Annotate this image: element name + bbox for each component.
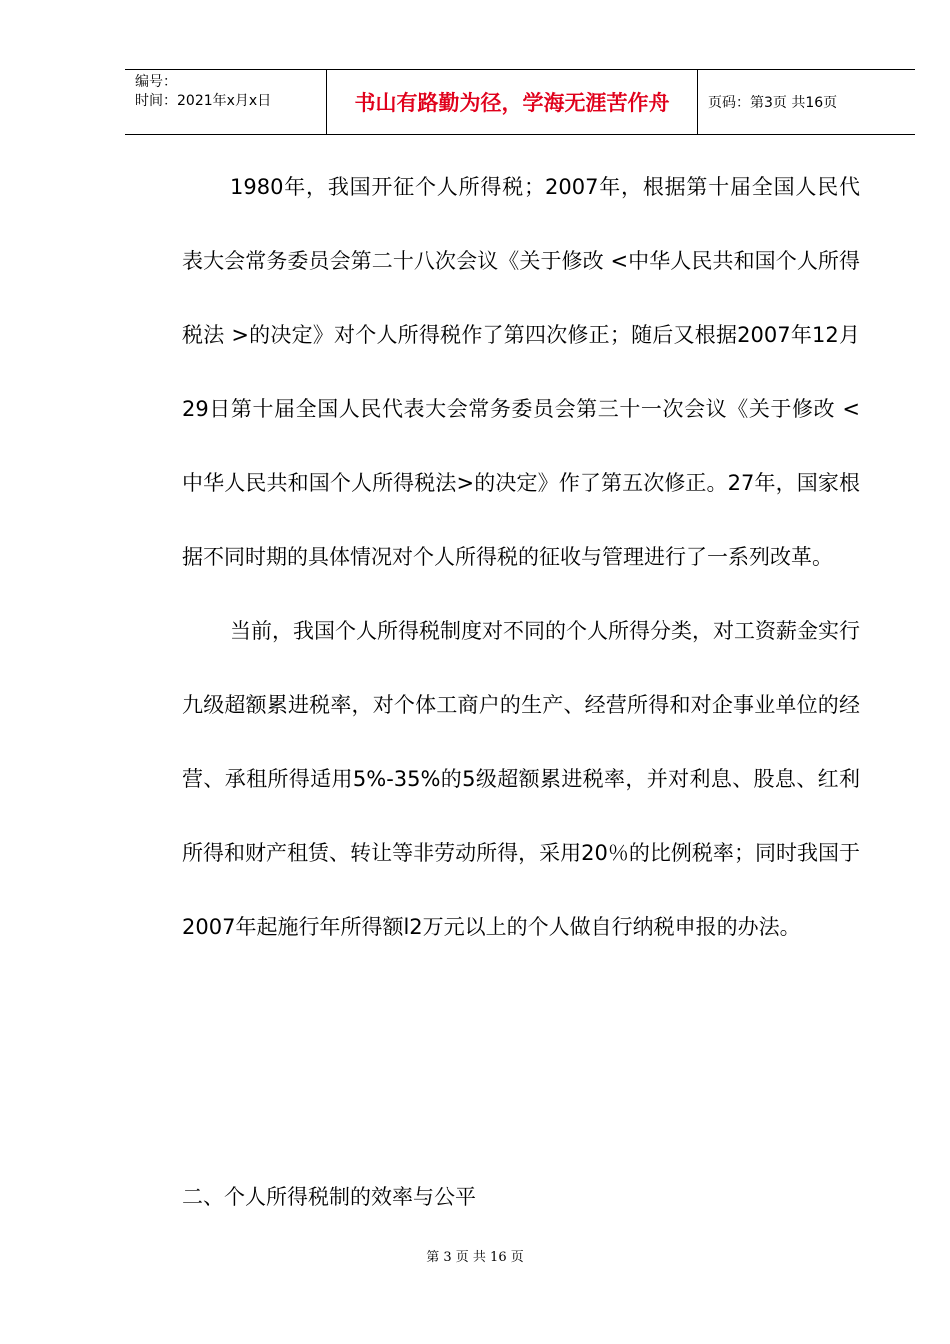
header-meta <box>125 70 326 134</box>
header-motto: 书山有路勤为径，学海无涯苦作舟 <box>326 70 698 134</box>
page-footer: 第 3 页 共 16 页 <box>426 1250 524 1265</box>
paragraph-2: 当前，我国个人所得税制度对不同的个人所得分类，对工资薪金实行九级超额累进税率，对个体工商户的生产、经营所得和对企事业单位的经营、承租所得适用5%-35%的5级超额累进税率，并对利息、股息、红利所得和财产租赁、转让等非劳动所得，采用20％的比例税率；同时我国于2007年起施行年所得额l2万元以上的个人做自行纳税申报的办法。 <box>182 619 860 939</box>
time-label: 时间：2021年x月x日 <box>135 93 272 109</box>
header-page-info: 页码：第3页 共16页 <box>708 95 838 111</box>
page-header <box>125 69 915 135</box>
section-heading: 二、个人所得税制的效率与公平 <box>182 1185 476 1209</box>
paragraph-1: 1980年，我国开征个人所得税；2007年，根据第十届全国人民代表大会常务委员会第二十八次会议《关于修改 <中华人民共和国个人所得税法 >的决定》对个人所得税作了第四次修正；随后又根据2007年12月29日第十届全国人民代表大会常务委员会第三十一次会议《关于修改 <中华人民共和国个人所得税法>的决定》作了第五次修正。27年，国家根据不同时期的具体情况对个人所得税的征收与管理进行了一系列改革。 <box>182 175 860 569</box>
body-text <box>182 150 860 964</box>
code-label: 编号： <box>135 74 177 90</box>
